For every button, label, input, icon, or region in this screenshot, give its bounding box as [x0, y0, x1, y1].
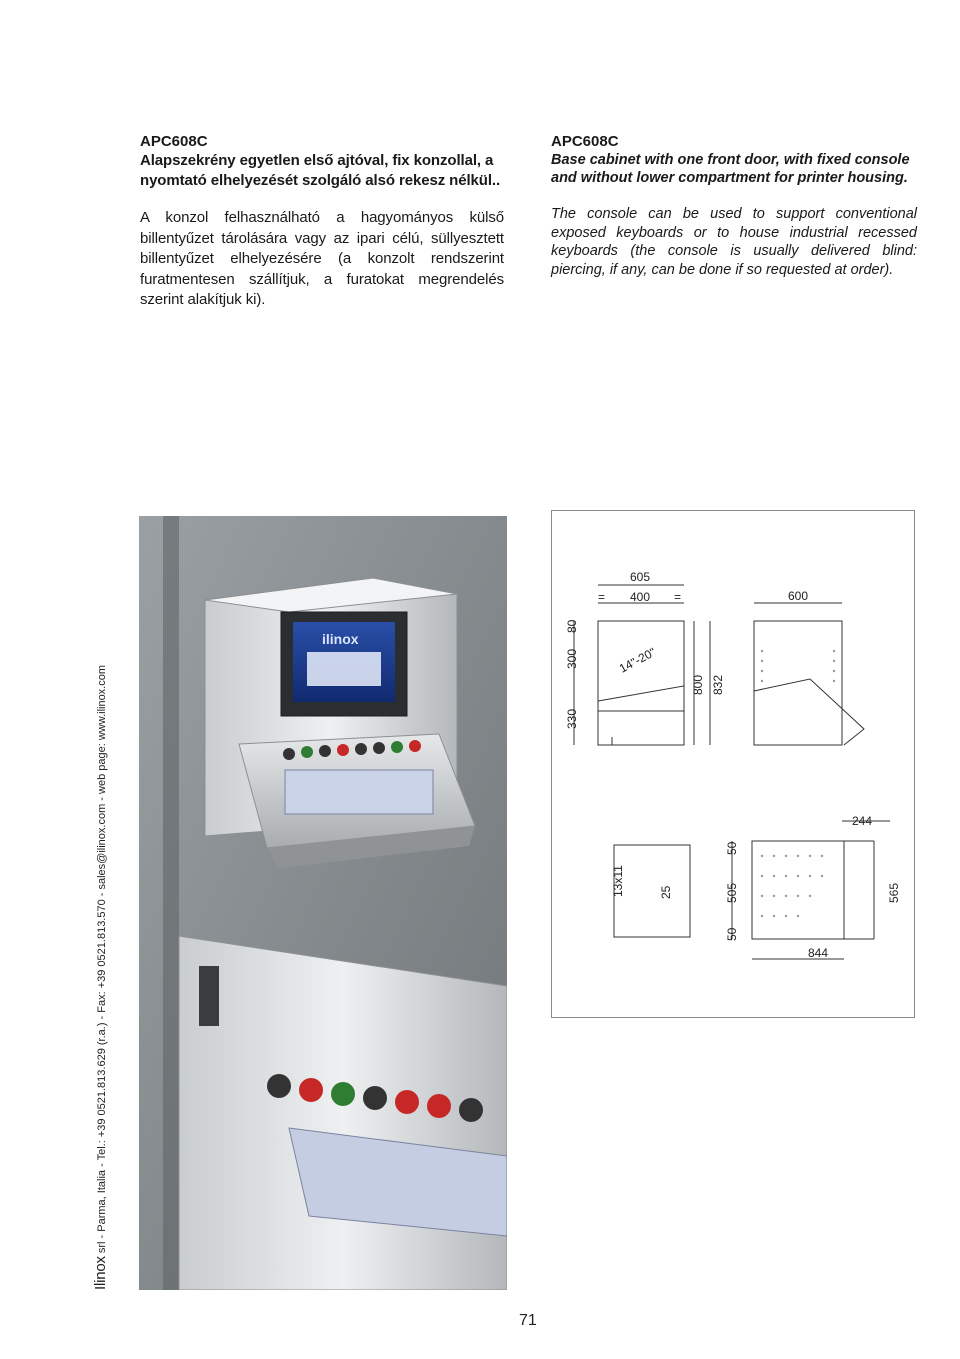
closeup-panel — [179, 936, 507, 1290]
dim-844: 844 — [808, 946, 829, 960]
dim-832: 832 — [711, 674, 725, 695]
dim-eq-left: = — [598, 590, 606, 604]
dim-14-20: 14"-20" — [616, 644, 659, 676]
cutout-detail — [614, 845, 690, 937]
dim-25: 25 — [659, 885, 673, 899]
dim-50-bottom: 50 — [725, 927, 739, 941]
dim-605: 605 — [630, 570, 651, 584]
screen-dialog — [307, 652, 381, 686]
dim-244: 244 — [852, 814, 873, 828]
dim-eq-right: = — [674, 590, 682, 604]
hungarian-column — [140, 132, 504, 311]
console-keypad — [285, 770, 433, 814]
dot-pattern — [761, 650, 835, 917]
technical-drawing-svg — [552, 511, 916, 1019]
side-view-console — [754, 679, 864, 745]
screen-logo: ilinox — [322, 631, 359, 647]
product-photo-illustration — [139, 516, 507, 1290]
product-photo — [139, 516, 507, 1290]
company-footer — [92, 664, 109, 1290]
dim-600: 600 — [788, 589, 809, 603]
dim-80: 80 — [565, 619, 579, 633]
closeup-hinge — [199, 966, 219, 1026]
dim-50-top: 50 — [725, 841, 739, 855]
en-model-title: APC608C — [551, 133, 619, 150]
technical-drawing — [551, 510, 915, 1018]
dim-300: 300 — [565, 648, 579, 669]
dim-400: 400 — [630, 590, 651, 604]
side-view-outline — [754, 621, 842, 745]
hu-subtitle: Alapszekrény egyetlen első ajtóval, fix konzollal, a nyomtató elhelyezését szolgáló alsó rekesz nélkül.. — [140, 152, 501, 189]
english-column — [551, 132, 917, 279]
front-view-outline — [598, 621, 684, 745]
footer-brand: Ilinox — [92, 1256, 109, 1290]
dim-13x11: 13x11 — [611, 865, 625, 897]
wall-panel-seam — [163, 516, 179, 1290]
page-number: 71 — [519, 1312, 537, 1329]
en-subtitle: Base cabinet with one front door, with fixed console and without lower compartment for printer housing. — [551, 152, 910, 186]
dim-565: 565 — [887, 882, 901, 903]
dim-505: 505 — [725, 882, 739, 903]
dim-800: 800 — [691, 674, 705, 695]
en-body-text: The console can be used to support conventional exposed keyboards or to house industrial recessed keyboards (the console is usually delivered blind: piercing, if any, can be done if so requested at order). — [551, 206, 917, 278]
footer-contact: srl - Parma, Italia - Tel.: +39 0521.813.629 (r.a.) - Fax: +39 0521.813.570 - sales@ilinox.com - web page: www.ilinox.com — [96, 664, 108, 1257]
hu-model-title: APC608C — [140, 133, 208, 150]
hu-body-text: A konzol felhasználható a hagyományos külső billentyűzet tárolására vagy az ipari célú, süllyesztett billentyűzet elhelyezésére (a konzolt rendszerint furatmentesen szállítjuk, a furatokat megrendelés szerint alakítjuk ki). — [140, 209, 504, 308]
dim-330: 330 — [565, 708, 579, 729]
